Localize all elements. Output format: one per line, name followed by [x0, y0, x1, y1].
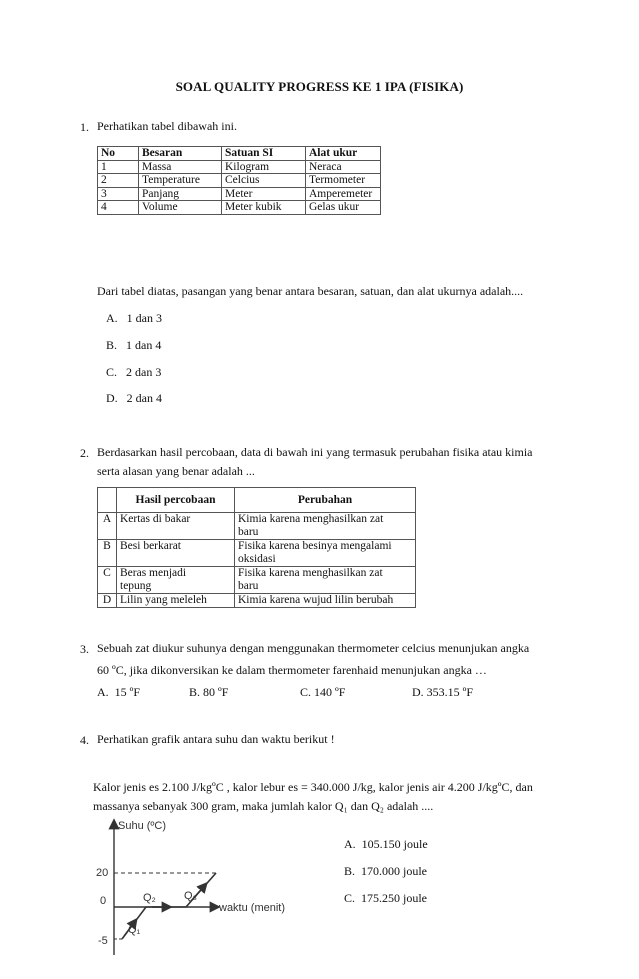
option-label: A.: [344, 837, 356, 851]
table-row: [98, 567, 416, 594]
option-text: 353.15 ºF: [426, 685, 474, 699]
y-tick-20: 20: [96, 867, 109, 879]
header-cell: Hasil percobaan: [117, 488, 235, 513]
q1-question: Dari tabel diatas, pasangan yang benar antara besaran, satuan, dan alat ukurnya adalah....: [97, 284, 524, 298]
option-label: B.: [189, 685, 201, 699]
table-cell: Massa: [139, 160, 222, 174]
table-cell: Panjang: [139, 187, 222, 201]
table-cell: [235, 540, 416, 567]
table-cell: Kilogram: [222, 160, 306, 174]
q3-option-a[interactable]: [97, 685, 140, 700]
option-label: C.: [106, 365, 118, 379]
option-label: B.: [106, 338, 118, 352]
header-cell: Perubahan: [235, 488, 416, 513]
q2-table: [97, 487, 416, 608]
q2-line1: Berdasarkan hasil percobaan, data di bawah ini yang termasuk perubahan fisika atau kimia: [97, 445, 533, 459]
cell-line: baru: [238, 580, 259, 592]
table-cell: Gelas ukur: [306, 201, 381, 215]
header-cell: Besaran: [139, 147, 222, 161]
table-row: [98, 513, 416, 540]
cell-line: Kimia karena menghasilkan zat: [238, 513, 384, 525]
table-cell: Kimia karena wujud lilin berubah: [235, 594, 416, 608]
option-label: A.: [97, 685, 109, 699]
q4-option-a[interactable]: [344, 837, 428, 852]
q3-number: 3.: [80, 642, 89, 656]
q1-table: [97, 146, 381, 215]
table-cell: Lilin yang meleleh: [117, 594, 235, 608]
header-cell-blank: [98, 488, 117, 513]
table-row: [98, 160, 381, 174]
cell-line: Besi berkarat: [120, 540, 181, 552]
label-q2: Q₂: [143, 892, 156, 904]
option-text: 1 dan 3: [126, 311, 162, 325]
q4-option-c[interactable]: [344, 891, 427, 906]
option-text: 1 dan 4: [126, 338, 162, 352]
table-cell: Temperature: [139, 174, 222, 188]
table-cell: [235, 513, 416, 540]
option-text: 2 dan 4: [126, 391, 162, 405]
table-cell: 4: [98, 201, 139, 215]
table-cell: 3: [98, 187, 139, 201]
q1-option-b[interactable]: [106, 338, 161, 353]
row-label: C: [98, 567, 117, 594]
q3-line2: 60 ºC, jika dikonversikan ke dalam thermometer farenhaid menunjukan angka …: [97, 663, 487, 677]
header-cell: No: [98, 147, 139, 161]
option-label: B.: [344, 864, 356, 878]
table-cell: [117, 567, 235, 594]
q1-number: 1.: [80, 120, 89, 134]
q4-number: 4.: [80, 733, 89, 747]
q4-line2: massanya sebanyak 300 gram, maka jumlah kalor Q₁ dan Q₂ adalah ....: [93, 799, 434, 813]
option-text: 175.250 joule: [361, 891, 428, 905]
y-axis-label: Suhu (ºC): [118, 820, 167, 832]
table-cell: Volume: [139, 201, 222, 215]
table-cell: Amperemeter: [306, 187, 381, 201]
y-tick-neg5: -5: [98, 935, 108, 947]
row-label: A: [98, 513, 117, 540]
cell-line: Beras menjadi: [120, 567, 187, 579]
table-cell: Celcius: [222, 174, 306, 188]
header-cell: Satuan SI: [222, 147, 306, 161]
table-row: [98, 174, 381, 188]
table-header-row: [98, 147, 381, 161]
cell-line: Fisika karena menghasilkan zat: [238, 567, 383, 579]
table-row: [98, 187, 381, 201]
option-label: A.: [106, 311, 118, 325]
table-cell: [117, 540, 235, 567]
table-row: [98, 540, 416, 567]
header-cell: Alat ukur: [306, 147, 381, 161]
table-cell: [117, 513, 235, 540]
q3-option-d[interactable]: [412, 685, 473, 700]
table-cell: 2: [98, 174, 139, 188]
table-cell: Termometer: [306, 174, 381, 188]
option-text: 80 ºF: [203, 685, 229, 699]
temperature-time-graph: [88, 815, 338, 965]
cell-line: tepung: [120, 580, 152, 592]
q2-number: 2.: [80, 446, 89, 460]
table-header-row: [98, 488, 416, 513]
table-cell: Meter kubik: [222, 201, 306, 215]
table-cell: [235, 567, 416, 594]
q4-text: Perhatikan grafik antara suhu dan waktu berikut !: [97, 732, 335, 746]
q1-text: Perhatikan tabel dibawah ini.: [97, 119, 237, 133]
option-text: 15 ºF: [114, 685, 141, 699]
q4-option-b[interactable]: [344, 864, 427, 879]
table-row: [98, 201, 381, 215]
table-cell: Meter: [222, 187, 306, 201]
x-axis-label: waktu (menit): [219, 902, 286, 914]
option-text: 170.000 joule: [361, 864, 428, 878]
option-label: D.: [106, 391, 118, 405]
label-q3: Q₃: [184, 890, 198, 902]
option-text: 2 dan 3: [126, 365, 162, 379]
table-row: [98, 594, 416, 608]
y-tick-0: 0: [100, 895, 107, 907]
q4-line1: Kalor jenis es 2.100 J/kgºC , kalor lebur es = 340.000 J/kg, kalor jenis air 4.200 J/kgºC, dan: [93, 780, 533, 794]
q3-option-c[interactable]: [300, 685, 345, 700]
option-label: C.: [300, 685, 312, 699]
option-text: 140 ºF: [314, 685, 346, 699]
row-label: B: [98, 540, 117, 567]
cell-line: oksidasi: [238, 553, 276, 565]
page-title: SOAL QUALITY PROGRESS KE 1 IPA (FISIKA): [175, 79, 464, 94]
cell-line: baru: [238, 526, 259, 538]
option-label: D.: [412, 685, 424, 699]
table-cell: 1: [98, 160, 139, 174]
row-label: D: [98, 594, 117, 608]
q3-line1: Sebuah zat diukur suhunya dengan menggunakan thermometer celcius menunjukan angka: [97, 641, 530, 655]
cell-line: Fisika karena besinya mengalami: [238, 540, 392, 552]
q3-option-b[interactable]: [189, 685, 228, 700]
table-cell: Neraca: [306, 160, 381, 174]
q2-line2: serta alasan yang benar adalah ...: [97, 464, 255, 478]
option-text: 105.150 joule: [361, 837, 428, 851]
cell-line: Kertas di bakar: [120, 513, 191, 525]
q1-option-a[interactable]: [106, 311, 162, 326]
option-label: C.: [344, 891, 356, 905]
label-q1: Q₁: [128, 924, 141, 936]
q1-option-c[interactable]: [106, 365, 161, 380]
q1-option-d[interactable]: [106, 391, 162, 406]
